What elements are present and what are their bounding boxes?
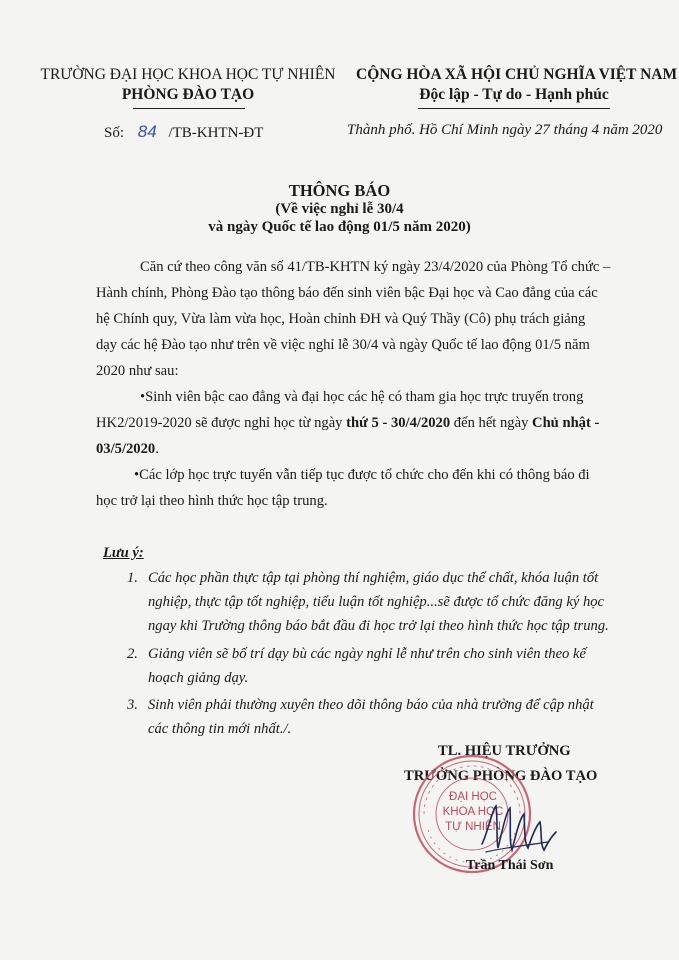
body-line: hệ Chính quy, Vừa làm vừa học, Hoàn chỉnh ĐH và Quý Thầy (Cô) phụ trách giảng: [96, 311, 586, 327]
start-date: thứ 5 - 30/4/2020: [346, 415, 451, 431]
motto: Độc lập - Tự do - Hạnh phúc: [419, 86, 609, 103]
end-day: Chủ nhật -: [532, 415, 600, 431]
handwritten-signature: [478, 792, 558, 862]
note-line: các thông tin mới nhất./.: [148, 721, 292, 737]
school-name: TRƯỜNG ĐẠI HỌC KHOA HỌC TỰ NHIÊN: [40, 66, 336, 83]
number-label: Số:: [104, 125, 125, 141]
signature-title: TL. HIỆU TRƯỞNG: [438, 743, 571, 759]
note-line: ngay khi Trường thông báo bắt đầu đi học trở lại theo hình thức học tập trung.: [148, 618, 609, 634]
department-underline: [133, 108, 245, 109]
note-line: hoạch giảng dạy.: [148, 670, 249, 686]
body-line: Hành chính, Phòng Đào tạo thông báo đến sinh viên bậc Đại học và Cao đẳng của các: [96, 285, 598, 301]
signature-position: TRƯỞNG PHÒNG ĐÀO TẠO: [404, 768, 598, 784]
note-line: Sinh viên phải thường xuyên theo dõi thông báo của nhà trường để cập nhật: [148, 697, 594, 713]
note-number: 1.: [127, 570, 138, 586]
bullet-text: HK2/2019-2020 sẽ được nghỉ học từ ngày: [96, 415, 347, 431]
nation-name: CỘNG HÒA XÃ HỘI CHỦ NGHĨA VIỆT NAM: [356, 66, 678, 83]
department-name: PHÒNG ĐÀO TẠO: [121, 86, 255, 103]
seal-line: KHOA HỌC: [442, 806, 504, 818]
note-line: Giảng viên sẽ bố trí dạy bù các ngày nghỉ lễ như trên cho sinh viên theo kế: [148, 646, 586, 662]
body-line: dạy các hệ Đào tạo như trên về việc nghỉ lễ 30/4 và ngày Quốc tế lao động 01/5 năm: [96, 337, 590, 353]
note-line: nghiệp, thực tập tốt nghiệp, tiểu luận tốt nghiệp...sẽ được tổ chức đăng ký học: [148, 594, 605, 610]
number-code: /TB-KHTN-ĐT: [168, 125, 264, 141]
seal-line: ĐẠI HỌC: [449, 791, 497, 803]
bullet-text: .: [155, 441, 159, 457]
notes-heading: Lưu ý:: [103, 545, 144, 561]
bullet-line: [96, 439, 159, 459]
seal-line: TỰ NHIÊN: [445, 821, 501, 833]
handwritten-number: 84: [137, 122, 157, 141]
body-line: Căn cứ theo công văn số 41/TB-KHTN ký ngày 23/4/2020 của Phòng Tổ chức –: [140, 259, 611, 275]
end-date: 03/5/2020: [96, 441, 156, 457]
notice-subtitle-1: (Về việc nghỉ lễ 30/4: [275, 201, 404, 217]
bullet-text: đến hết ngày: [450, 415, 533, 431]
note-number: 3.: [127, 697, 138, 713]
bullet-line: •Sinh viên bậc cao đẳng và đại học các hệ có tham gia học trực truyến trong: [140, 389, 584, 405]
bullet-line: •Các lớp học trực tuyến vẫn tiếp tục được tổ chức cho đến khi có thông báo đi: [134, 467, 590, 483]
notice-title: THÔNG BÁO: [288, 181, 391, 200]
bullet-line: [96, 413, 599, 433]
signature-graphic: [478, 792, 558, 862]
body-line: 2020 như sau:: [96, 363, 179, 379]
note-number: 2.: [127, 646, 138, 662]
bullet-line: học trở lại theo hình thức học tập trung.: [96, 493, 328, 509]
motto-underline: [418, 108, 610, 109]
notice-subtitle-2: và ngày Quốc tế lao động 01/5 năm 2020): [208, 219, 471, 235]
note-line: Các học phần thực tập tại phòng thí nghiệm, giáo dục thể chất, khóa luận tốt: [148, 570, 599, 586]
signer-name: Trần Thái Sơn: [466, 858, 554, 873]
document-number: [104, 122, 263, 142]
issue-date: Thành phố. Hồ Chí Minh ngày 27 tháng 4 năm 2020: [347, 122, 663, 138]
